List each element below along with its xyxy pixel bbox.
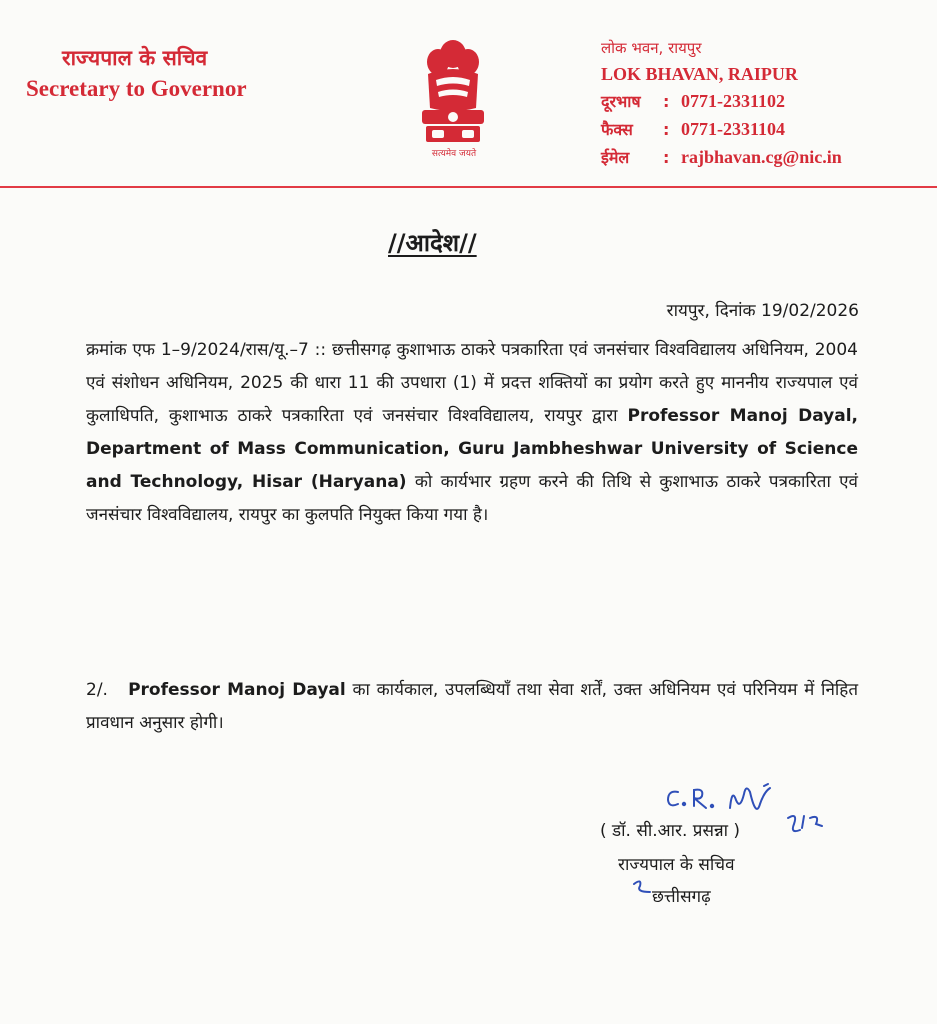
office-name-english: LOK BHAVAN, RAIPUR [601, 64, 798, 84]
order-paragraph-1 [86, 334, 858, 532]
appointee-name: Professor Manoj Dayal [128, 680, 346, 700]
ink-flourish-mark [630, 876, 656, 900]
order-text-part-b: को कार्यभार ग्रहण करने की तिथि से कुशाभाऊ ठाकरे पत्रकारिता एवं जनसंचार विश्वविद्यालय, रायपुर का कुलपति नियुक्त किया गया है। [86, 472, 858, 525]
paragraph-number: 2/. [86, 680, 108, 700]
header-divider [0, 186, 937, 188]
order-reference-number: क्रमांक एफ 1–9/2024/रास/यू.–7 :: [86, 340, 327, 360]
sender-title-hindi: राज्यपाल के सचिव [62, 46, 208, 70]
place-date: रायपुर, दिनांक 19/02/2026 [666, 301, 859, 321]
fax-colon: : [663, 120, 670, 139]
fax-row [601, 118, 785, 140]
phone-label: दूरभाष [601, 92, 641, 111]
phone-number: 0771-2331102 [681, 91, 786, 111]
tenure-text: का कार्यकाल, उपलब्धियाँ तथा सेवा शर्तें, उक्त अधिनियम एवं परिनियम में निहित प्रावधान अनुसार होगी। [86, 680, 859, 733]
order-title: //आदेश// [388, 229, 477, 257]
signatory-state: छत्तीसगढ़ [652, 887, 711, 907]
order-paragraph-2 [86, 674, 858, 740]
phone-colon: : [663, 92, 670, 111]
email-label: ईमेल [601, 148, 630, 167]
email-colon: : [663, 148, 670, 167]
emblem-motto: सत्यमेव जयते [431, 149, 477, 159]
appointee-details: Professor Manoj Dayal, Department of Mass Communication, Guru Jambheshwar University of Science and Technology, Hisar (Haryana) [86, 406, 859, 492]
sender-title-english: Secretary to Governor [26, 76, 247, 101]
email-address: rajbhavan.cg@nic.in [681, 147, 842, 167]
fax-label: फैक्स [601, 120, 633, 139]
national-emblem-icon [412, 34, 494, 162]
signatory-name: ( डॉ. सी.आर. प्रसन्ना ) [600, 821, 741, 841]
office-name-hindi: लोक भवन, रायपुर [601, 39, 702, 57]
signatory-designation: राज्यपाल के सचिव [618, 855, 735, 875]
phone-row [601, 90, 785, 112]
order-text-part-a: छत्तीसगढ़ कुशाभाऊ ठाकरे पत्रकारिता एवं जनसंचार विश्वविद्यालय अधिनियम, 2004 एवं संशोधन अधिनियम, 2025 की धारा 11 की उपधारा (1) में प्रदत्त शक्तियों का प्रयोग करते हुए माननीय राज्यपाल एवं कुलाधिपति, कुशाभाऊ ठाकरे पत्रकारिता एवं जनसंचार विश्वविद्यालय, रायपुर द्वारा [86, 340, 858, 426]
fax-number: 0771-2331104 [681, 119, 786, 139]
email-row [601, 146, 842, 168]
